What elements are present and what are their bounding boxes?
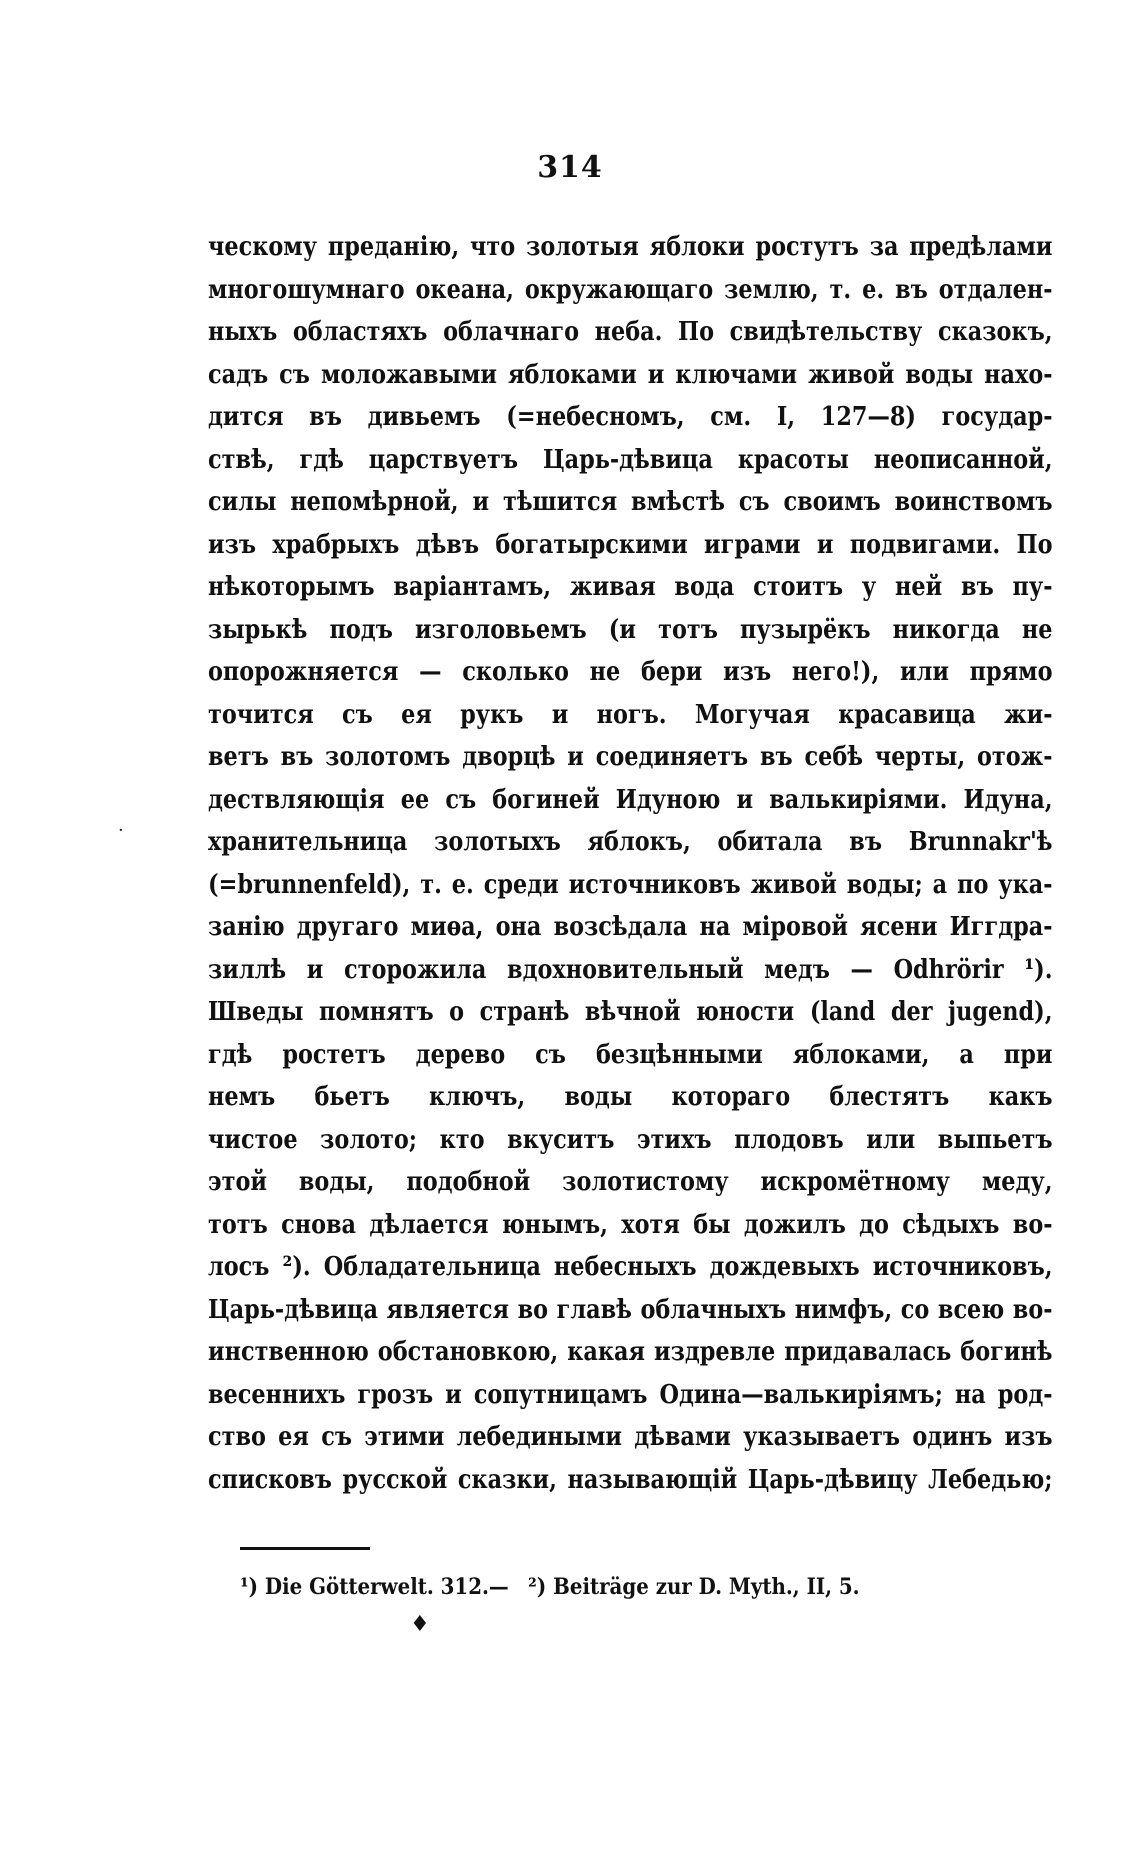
text-line: нѣкоторымъ варіантамъ, живая вода стоитъ у ней въ пу-: [208, 572, 1053, 602]
footnote-divider: [240, 1547, 370, 1550]
text-line: силы непомѣрной, и тѣшится вмѣстѣ съ своимъ воинствомъ: [208, 487, 1053, 517]
text-line: садъ съ моложавыми яблоками и ключами живой воды нахо-: [208, 359, 1053, 390]
text-line: занію другаго миѳа, она возсѣдала на міровой ясени Иггдра-: [208, 912, 1053, 942]
text-line: точится съ ея рукъ и ногъ. Могучая красавица жи-: [208, 699, 1053, 730]
text-line: гдѣ ростетъ дерево съ безцѣнными яблоками, а при: [208, 1039, 1053, 1070]
footnotes: [240, 1574, 872, 1600]
text-line: дится въ дивьемъ (=небесномъ, см. I, 127—8) государ-: [208, 402, 1053, 432]
text-line: опорожняется — сколько не бери изъ него!), или прямо: [208, 657, 1053, 687]
text-line: (=brunnenfeld), т. е. среди источниковъ живой воды; а по ука-: [208, 869, 1053, 900]
text-line: изъ храбрыхъ дѣвъ богатырскими играми и подвигами. По: [208, 529, 1053, 560]
text-line: тотъ снова дѣлается юнымъ, хотя бы дожилъ до сѣдыхъ во-: [208, 1209, 1053, 1240]
text-line: немъ бьетъ ключъ, воды котораго блестятъ какъ: [208, 1082, 1053, 1112]
footnote-2: ²) Beiträge zur D. Myth., II, 5.: [528, 1574, 860, 1600]
bottom-ornament: ♦: [410, 1612, 430, 1637]
text-line: ствѣ, гдѣ царствуетъ Царь-дѣвица красоты неописанной,: [208, 444, 1053, 475]
footnote-1: ¹) Die Götterwelt. 312.—: [240, 1574, 509, 1600]
text-line: Шведы помнятъ о странѣ вѣчной юности (land der jugend),: [208, 997, 1053, 1027]
text-line: Царь-дѣвица является во главѣ облачныхъ нимфъ, со всею во-: [208, 1294, 1053, 1325]
text-line: ство ея съ этими лебедиными дѣвами указываетъ одинъ изъ: [208, 1422, 1053, 1452]
text-line: многошумнаго океана, окружающаго землю, т. е. въ отдален-: [208, 274, 1053, 305]
text-line: зиллѣ и сторожила вдохновительный медъ — Odhrörir ¹).: [208, 954, 1053, 985]
text-line: зырькѣ подъ изголовьемъ (и тотъ пузырёкъ никогда не: [208, 614, 1053, 645]
text-line: дествляющія ее съ богиней Идуною и валькиріями. Идуна,: [208, 784, 1053, 815]
body-text: [208, 226, 1053, 1501]
text-line: хранительница золотыхъ яблокъ, обитала въ Brunnakr'ѣ: [208, 827, 1053, 857]
text-line: списковъ русской сказки, называющій Царь-дѣвицу Лебедью;: [208, 1464, 1053, 1495]
text-line: этой воды, подобной золотистому искромётному меду,: [208, 1167, 1053, 1197]
text-line: лосъ ²). Обладательница небесныхъ дождевыхъ источниковъ,: [208, 1252, 1053, 1282]
text-line: ныхъ областяхъ облачнаго неба. По свидѣтельству сказокъ,: [208, 317, 1053, 347]
margin-dot: ·: [118, 820, 124, 841]
text-line: ческому преданію, что золотыя яблоки ростутъ за предѣлами: [208, 232, 1053, 262]
text-line: весеннихъ грозъ и сопутницамъ Одина—валькиріямъ; на род-: [208, 1379, 1053, 1410]
page-number: 314: [537, 150, 603, 185]
text-line: чистое золото; кто вкуситъ этихъ плодовъ или выпьетъ: [208, 1124, 1053, 1155]
text-line: ветъ въ золотомъ дворцѣ и соединяетъ въ себѣ черты, отож-: [208, 742, 1053, 772]
text-line: инственною обстановкою, какая издревле придавалась богинѣ: [208, 1337, 1053, 1367]
